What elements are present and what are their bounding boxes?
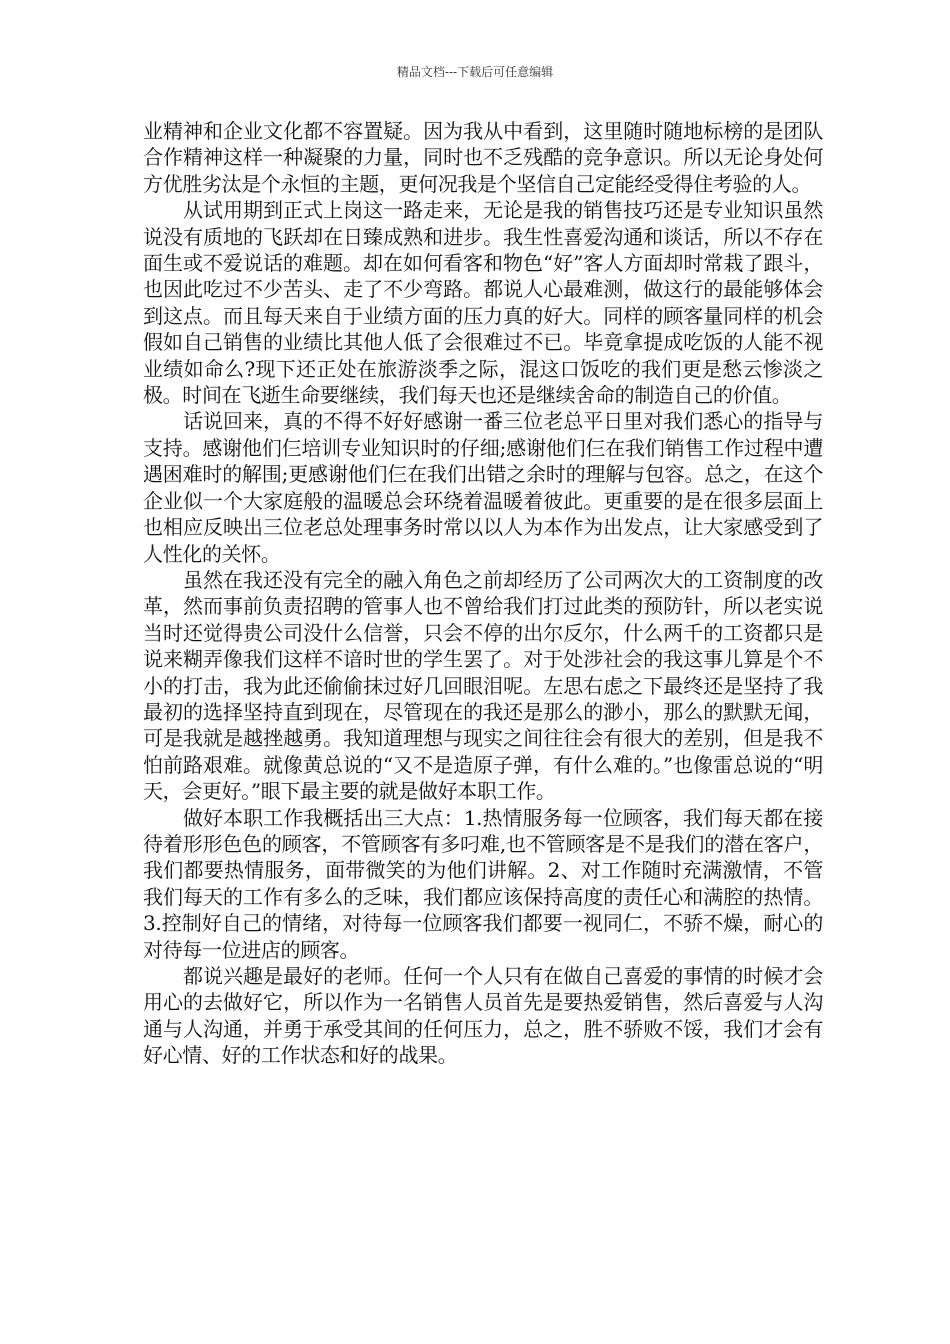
paragraph-three-points: 做好本职工作我概括出三大点：1.热情服务每一位顾客，我们每天都在接待着形形色色的顾客，不管顾客有多叼难,也不管顾客是不是我们的潜在客户，我们都要热情服务，面带微笑的为他们讲解。2、对工作随时充满激情，不管我们每天的工作有多么的乏味，我们都应该保持高度的责任心和满腔的热情。3.控制好自己的情绪，对待每一位顾客我们都要一视同仁，不骄不燥，耐心的对待每一位进店的顾客。 [143, 805, 823, 962]
paragraph-sales-skills: 从试用期到正式上岗这一路走来，无论是我的销售技巧还是专业知识虽然说没有质地的飞跃却在日臻成熟和进步。我生性喜爱沟通和谈话，所以不存在面生或不爱说话的难题。却在如何看客和物色“好”客人方面却时常栽了跟斗，也因此吃过不少苦头、走了不少弯路。都说人心最难测，做这行的最能够体会到这点。而且每天来自于业绩方面的压力真的好大。同样的顾客量同样的机会假如自己销售的业绩比其他人低了会很难过不已。毕竟拿提成吃饭的人能不视业绩如命么?现下还正处在旅游淡季之际，混这口饭吃的我们更是愁云惨淡之极。时间在飞逝生命要继续，我们每天也还是继续舍命的制造自己的价值。 [143, 198, 823, 408]
paragraph-salary-reform: 虽然在我还没有完全的融入角色之前却经历了公司两次大的工资制度的改革，然而事前负责招聘的管事人也不曾给我们打过此类的预防针，所以老实说当时还觉得贵公司没什么信誉，只会不停的出尔反尔，什么两千的工资都只是说来糊弄像我们这样不谙时世的学生罢了。对于处涉社会的我这事儿算是个不小的打击，我为此还偷偷抹过好几回眼泪呢。左思右虑之下最终还是坚持了我最初的选择坚持直到现在，尽管现在的我还是那么的渺小，那么的默默无闻，可是我就是越挫越勇。我知道理想与现实之间往往会有很大的差别，但是我不怕前路艰难。就像黄总说的“又不是造原子弹，有什么难的。”也像雷总说的“明天，会更好。”眼下最主要的就是做好本职工作。 [143, 567, 823, 804]
article-body [143, 118, 823, 1069]
paragraph-thanks-managers: 话说回来，真的不得不好好感谢一番三位老总平日里对我们悉心的指导与支持。感谢他们仨培训专业知识时的仔细;感谢他们仨在我们销售工作过程中遭遇困难时的解围;更感谢他们仨在我们出错之余时的理解与包容。总之，在这个企业似一个大家庭般的温暖总会环绕着温暖着彼此。更重要的是在很多层面上也相应反映出三位老总处理事务时常以以人为本作为出发点，让大家感受到了人性化的关怀。 [143, 409, 823, 566]
paragraph-continuation: 业精神和企业文化都不容置疑。因为我从中看到，这里随时随地标榜的是团队合作精神这样一种凝聚的力量，同时也不乏残酷的竞争意识。所以无论身处何方优胜劣汰是个永恒的主题，更何况我是个坚信自己定能经受得住考验的人。 [143, 119, 823, 196]
paragraph-interest: 都说兴趣是最好的老师。任何一个人只有在做自己喜爱的事情的时候才会用心的去做好它，所以作为一名销售人员首先是要热爱销售，然后喜爱与人沟通与人沟通，并勇于承受其间的任何压力，总之，胜不骄败不馁，我们才会有好心情、好的工作状态和好的战果。 [143, 964, 823, 1068]
page-header: 精品文档---下载后可任意编辑 [396, 65, 554, 79]
